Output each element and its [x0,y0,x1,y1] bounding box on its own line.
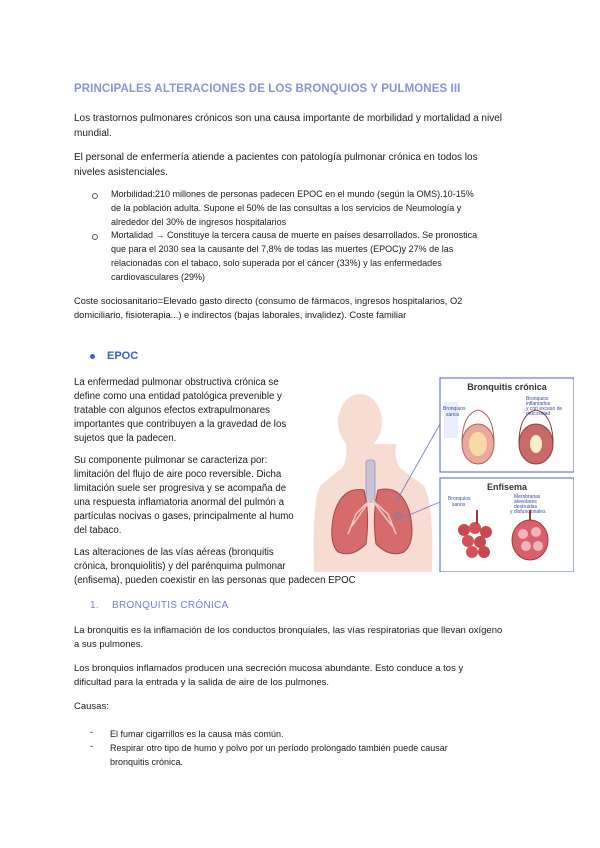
section-number: 1. [90,600,99,611]
figure-label: alveolares [514,499,537,505]
epoc-line: (enfisema), pueden coexistir en las personas que padecen EPOC [74,575,356,586]
epoc-line: La enfermedad pulmonar obstructiva crónica se [74,377,279,388]
epoc-line: importantes que contribuyen a la gravedad de los [74,419,287,430]
bronq-line: a sus pulmones. [74,639,144,650]
figure-label: y disfuncionales [510,509,546,515]
page-title: PRINCIPALES ALTERACIONES DE LOS BRONQUIOS Y PULMONES III [74,83,461,95]
intro-line: El personal de enfermería atiende a pacientes con patología pulmonar crónica en todos los [74,152,478,163]
epoc-line: limitación suele ser progresiva y se acompaña de [74,483,287,494]
lungs-illustration [312,374,574,572]
bronq-line: dificultad para la entrada y la salida de aire de los pulmones. [74,677,330,688]
figure-label: y con exceso de [526,406,563,412]
bullet-line: Mortalidad → Constituye la tercera causa de muerte en países desarrollados. Se pronostica [111,230,478,240]
circle-bullet-icon [92,193,98,199]
section-heading [90,600,229,611]
epoc-line: Su componente pulmonar se caracteriza por: [74,455,268,466]
coste-line: domiciliario, fisioterapia...) e indirectos (bajas laborales, invalidez). Coste familiar [74,310,407,320]
bullet-line: de la población adulta. Supone el 50% de las consultas a los servicios de Neumología y [111,203,462,213]
epoc-line: del tabaco. [74,525,122,536]
bronq-line: La bronquitis es la inflamación de los conductos bronquiales, las vías respiratorias que llevan oxígeno [74,625,503,636]
dash-bullet-icon: - [90,727,93,737]
epoc-line: una respuesta inflamatoria anormal del pulmón a [74,497,285,508]
figure-label: Bronquios [448,496,471,502]
epoc-line: crónica, bronquiolitis) y del parénquima pulmonar [74,561,286,572]
intro-line: Los trastornos pulmonares crónicos son una causa importante de morbilidad y mortalidad a nivel [74,113,503,124]
figure-label: Bronquios [443,406,466,412]
epoc-line: sujetos que la padecen. [74,433,177,444]
intro-line: mundial. [74,128,112,139]
figure-box2-title: Enfisema [486,482,528,492]
bullet-line: cardiovasculares (29%) [111,272,206,282]
causas-label: Causas: [74,701,109,712]
coste-line: Coste sociosanitario=Elevado gasto directo (consumo de fármacos, ingresos hospitalarios, O2 [74,296,463,306]
causa-line: bronquitis crónica. [110,757,184,767]
intro-line: niveles asistenciales. [74,167,168,178]
circle-bullet-icon [92,234,98,240]
bullet-line: Morbilidad:210 millones de personas padecen EPOC en el mundo (según la OMS).10-15% [111,189,474,199]
figure-label: Bronquios [526,396,549,402]
figure-label: inflamados [526,401,551,407]
section-title: BRONQUITIS CRÓNICA [112,600,229,611]
bullet-line: alrededor del 30% de ingresos hospitalarios [111,217,287,227]
figure-label: sanos [446,412,460,418]
causa-line: El fumar cigarrillos es la causa más común. [110,729,284,739]
bronq-line: Los bronquios inflamados producen una secreción mucosa abundante. Esto conduce a tos y [74,663,464,674]
epoc-line: limitación del flujo de aire poco reversible. Dicha [74,469,282,480]
epoc-line: Las alteraciones de las vías aéreas (bronquitis [74,547,274,558]
figure-label: sanos [452,502,466,508]
causa-line: Respirar otro tipo de humo y polvo por un período prolongado también puede causar [110,743,448,753]
bullet-line: relacionadas con el tabaco, solo superada por el cáncer (33%) y las enfermedades [111,258,442,268]
dot-bullet-icon [90,354,95,359]
epoc-heading: EPOC [107,350,139,362]
figure-label: Membranas [514,494,541,500]
epoc-line: define como una entidad patológica prevenible y [74,391,282,402]
figure-label: mucosidad [526,411,551,417]
dash-bullet-icon: - [90,741,93,751]
epoc-line: tratable con algunos efectos extrapulmonares [74,405,271,416]
epoc-line: partículas nocivas o gases, principalmente al humo [74,511,294,522]
figure-box1-title: Bronquitis crónica [467,382,547,392]
bullet-line: que para el 2030 sea la causante del 7,8% de todas las muertes (EPOC)y 27% de las [111,244,454,254]
figure-label: destruidas [514,504,538,510]
